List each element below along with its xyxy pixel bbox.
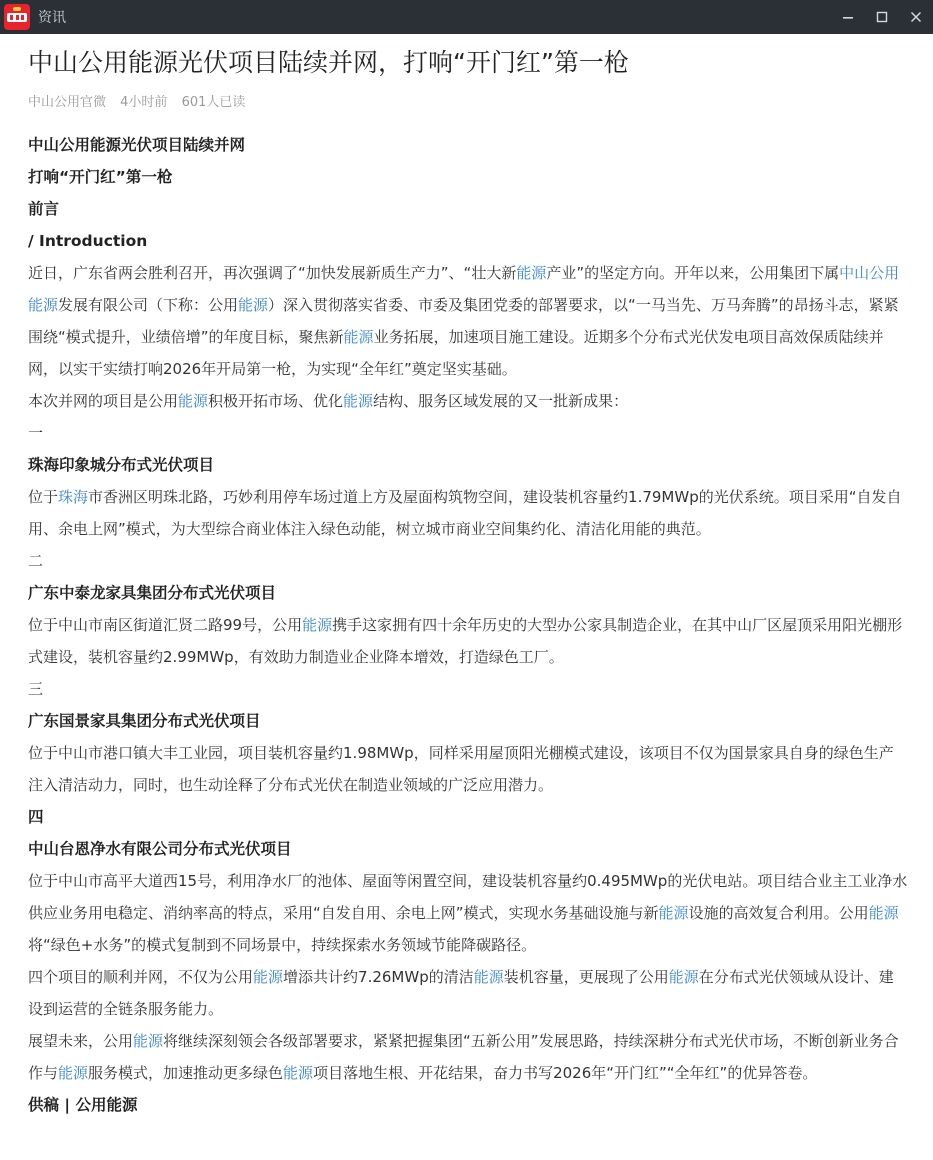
article-paragraph: [28, 737, 908, 801]
paragraph-text: 广东国景家具集团分布式光伏项目: [28, 712, 261, 730]
keyword-link[interactable]: 能源: [283, 1064, 314, 1082]
paragraph-text: 打响“开门红”第一枪: [28, 168, 173, 186]
paragraph-text: 三: [28, 680, 44, 698]
maximize-icon: [876, 11, 888, 23]
article-heading: [28, 705, 908, 737]
maximize-button[interactable]: [865, 0, 899, 34]
article-heading: [28, 833, 908, 865]
article-body: [28, 129, 908, 1121]
close-button[interactable]: [899, 0, 933, 34]
keyword-link[interactable]: 能源: [516, 264, 547, 282]
article-heading: [28, 449, 908, 481]
keyword-link[interactable]: 能源: [253, 968, 284, 986]
keyword-link[interactable]: 中山公用能源: [28, 264, 900, 314]
keyword-link[interactable]: 能源: [473, 968, 504, 986]
article-time: 4小时前: [120, 95, 168, 110]
paragraph-text: 服务模式，加速推动更多绿色: [88, 1064, 284, 1082]
paragraph-text: 四个项目的顺利并网，不仅为公用: [28, 968, 254, 986]
article-paragraph: [28, 545, 908, 577]
paragraph-text: 设施的高效复合利用。公用: [688, 904, 869, 922]
keyword-link[interactable]: 能源: [238, 296, 269, 314]
article-paragraph: [28, 865, 908, 961]
keyword-link[interactable]: 能源: [343, 328, 374, 346]
paragraph-text: 携手这家拥有四十余年历史的大型办公家具制造企业，在其中山厂区屋顶采用阳光棚形式建设，装机容量约2.99MWp，有效助力制造业企业降本增效，打造绿色工厂。: [28, 616, 903, 666]
article-title: 中山公用能源光伏项目陆续并网，打响“开门红”第一枪: [28, 48, 629, 77]
article-heading: [28, 577, 908, 609]
paragraph-text: 将“绿色+水务”的模式复制到不同场景中，持续探索水务领域节能降碳路径。: [28, 936, 537, 954]
paragraph-text: 装机容量，更展现了公用: [503, 968, 669, 986]
minimize-icon: [842, 11, 854, 23]
article-heading: [28, 129, 908, 161]
keyword-link[interactable]: 珠海: [58, 488, 89, 506]
paragraph-text: 位于中山市高平大道西15号，利用净水厂的池体、屋面等闲置空间，建设装机容量约0.495MWp的光伏电站。项目结合业主工业净水供应业务用电稳定、消纳率高的特点，采用“自发自用、余电上网”模式，实现水务基础设施与新: [28, 872, 908, 922]
paragraph-text: 积极开拓市场、优化: [208, 392, 344, 410]
close-icon: [910, 11, 922, 23]
keyword-link[interactable]: 能源: [58, 1064, 89, 1082]
paragraph-text: / Introduction: [28, 232, 148, 250]
article-paragraph: [28, 1025, 908, 1089]
article-container: [28, 34, 908, 1121]
paragraph-text: 结构、服务区域发展的又一批新成果：: [373, 392, 629, 410]
paragraph-text: 本次并网的项目是公用: [28, 392, 179, 410]
article-paragraph: [28, 417, 908, 449]
article-paragraph: [28, 385, 908, 417]
keyword-link[interactable]: 能源: [668, 968, 699, 986]
paragraph-text: 将继续深刻领会各级部署要求，紧紧把握集团“五新公用”发展思路，持续深耕分布式光伏市场，不断创新业务合作与: [28, 1032, 899, 1082]
paragraph-text: 产业”的坚定方向。开年以来，公用集团下属: [546, 264, 840, 282]
news-app-icon: [4, 4, 30, 30]
paragraph-text: 发展有限公司（下称：公用: [58, 296, 239, 314]
article-paragraph: [28, 961, 908, 1025]
paragraph-text: 中山公用能源光伏项目陆续并网: [28, 136, 246, 154]
article-paragraph: [28, 609, 908, 673]
article-heading: [28, 193, 908, 225]
paragraph-text: 前言: [28, 200, 60, 218]
keyword-link[interactable]: 能源: [178, 392, 209, 410]
paragraph-text: 位于: [28, 488, 59, 506]
paragraph-text: 项目落地生根、开花结果，奋力书写2026年“开门红”“全年红”的优异答卷。: [313, 1064, 818, 1082]
paragraph-text: 供稿 | 公用能源: [28, 1096, 138, 1114]
paragraph-text: 在分布式光伏领域从设计、建设到运营的全链条服务能力。: [28, 968, 894, 1018]
paragraph-text: 展望未来，公用: [28, 1032, 134, 1050]
paragraph-text: 位于中山市港口镇大丰工业园，项目装机容量约1.98MWp，同样采用屋顶阳光棚模式建设，该项目不仅为国景家具自身的绿色生产注入清洁动力，同时，也生动诠释了分布式光伏在制造业领域的广泛应用潜力。: [28, 744, 894, 794]
article-heading: [28, 225, 908, 257]
paragraph-text: ）深入贯彻落实省委、市委及集团党委的部署要求，以“一马当先、万马奔腾”的昂扬斗志，紧紧围绕“模式提升，业绩倍增”的年度目标，聚焦新: [28, 296, 899, 346]
paragraph-text: 珠海印象城分布式光伏项目: [28, 456, 215, 474]
keyword-link[interactable]: 能源: [658, 904, 689, 922]
paragraph-text: 业务拓展，加速项目施工建设。近期多个分布式光伏发电项目高效保质陆续并网，以实干实绩打响2026年开局第一枪，为实现“全年红”奠定坚实基础。: [28, 328, 884, 378]
keyword-link[interactable]: 能源: [343, 392, 374, 410]
window-controls: [831, 0, 933, 34]
paragraph-text: 中山台恩净水有限公司分布式光伏项目: [28, 840, 292, 858]
article-heading: [28, 161, 908, 193]
paragraph-text: 广东中泰龙家具集团分布式光伏项目: [28, 584, 277, 602]
paragraph-text: 近日，广东省两会胜利召开，再次强调了“加快发展新质生产力”、“壮大新: [28, 264, 517, 282]
article-paragraph: [28, 481, 908, 545]
paragraph-text: 二: [28, 552, 44, 570]
paragraph-text: 市香洲区明珠北路，巧妙利用停车场过道上方及屋面构筑物空间，建设装机容量约1.79MWp的光伏系统。项目采用“自发自用、余电上网”模式，为大型综合商业体注入绿色动能，树立城市商业空间集约化、清洁化用能的典范。: [28, 488, 902, 538]
paragraph-text: 增添共计约7.26MWp的清洁: [283, 968, 474, 986]
article-paragraph: [28, 257, 908, 385]
window-title: 资讯: [38, 10, 66, 26]
article-paragraph: [28, 673, 908, 705]
article-heading: [28, 1089, 908, 1121]
window-titlebar: [0, 0, 933, 34]
paragraph-text: 四: [28, 808, 44, 826]
article-meta: [28, 94, 908, 112]
minimize-button[interactable]: [831, 0, 865, 34]
paragraph-text: 一: [28, 424, 44, 442]
article-heading: [28, 801, 908, 833]
article-source[interactable]: 中山公用官微: [28, 95, 107, 110]
keyword-link[interactable]: 能源: [302, 616, 333, 634]
paragraph-text: 位于中山市南区街道汇贤二路99号，公用: [28, 616, 303, 634]
keyword-link[interactable]: 能源: [133, 1032, 164, 1050]
article-read-count: 601人已读: [181, 95, 246, 110]
keyword-link[interactable]: 能源: [868, 904, 899, 922]
